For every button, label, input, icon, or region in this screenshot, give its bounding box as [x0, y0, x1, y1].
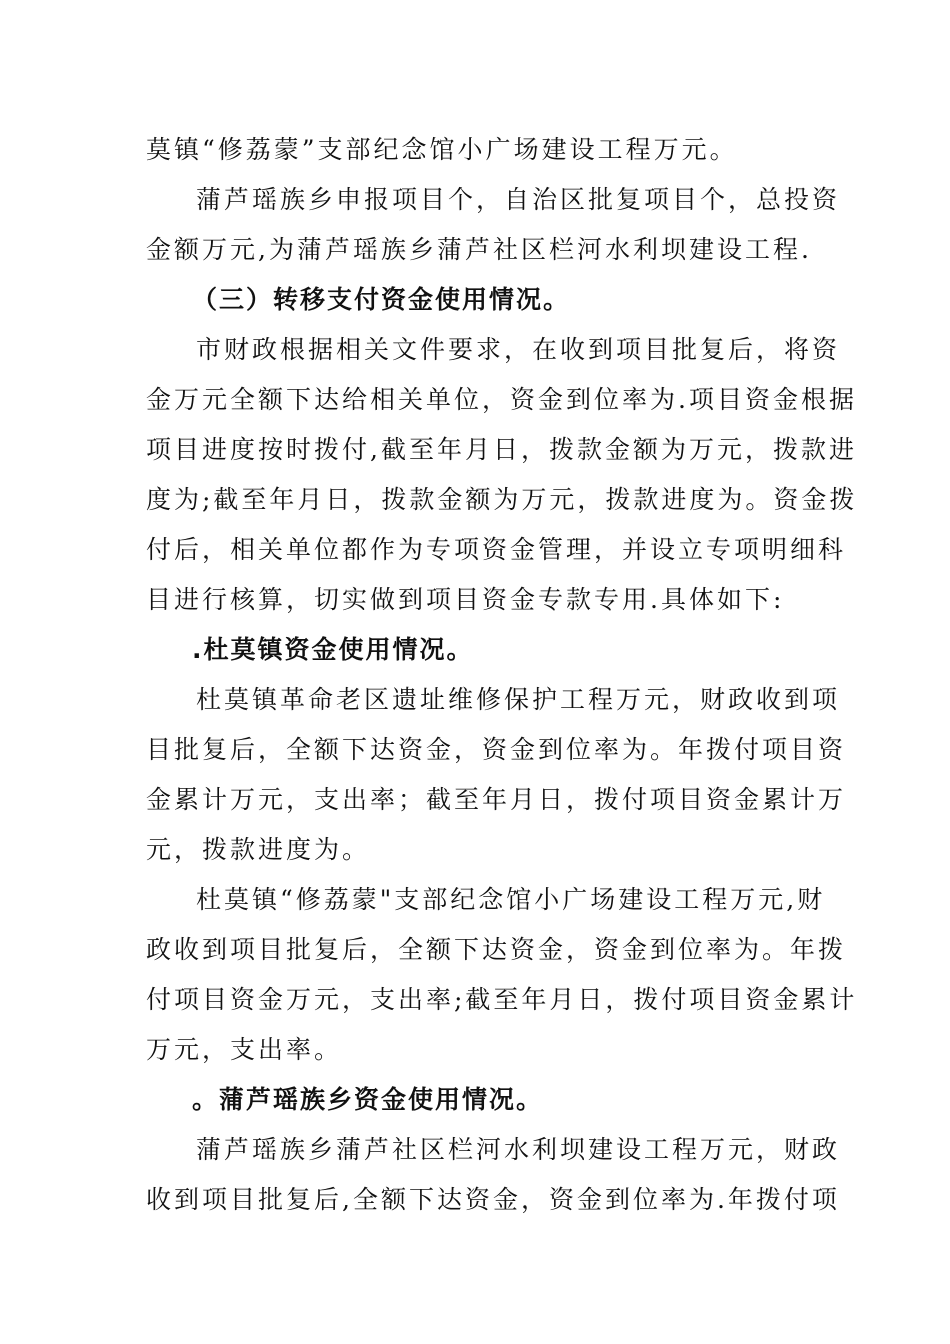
body-text-line: 目批复后，全额下达资金，资金到位率为。年拨付项目资 [146, 735, 847, 764]
subsection-heading: 。蒲芦瑶族乡资金使用情况。 [192, 1085, 544, 1114]
body-text-line: 项目进度按时拨付,截至年月日，拨款金额为万元，拨款进 [146, 435, 857, 464]
body-text-line: 付项目资金万元，支出率;截至年月日，拨付项目资金累计 [146, 985, 858, 1014]
body-text-line: 付后，相关单位都作为专项资金管理，并设立专项明细科 [146, 535, 847, 564]
body-text-line: 蒲芦瑶族乡蒲芦社区栏河水利坝建设工程万元，财政 [196, 1135, 841, 1164]
body-text-line: 元，拨款进度为。 [146, 835, 371, 864]
body-text-line: 度为;截至年月日，拨款金额为万元，拨款进度为。资金拨 [146, 485, 858, 514]
body-text-line: 政收到项目批复后，全额下达资金，资金到位率为。年拨 [146, 935, 847, 964]
body-text-line: 金累计万元，支出率；截至年月日，拨付项目资金累计万 [146, 785, 847, 814]
body-text-line: 杜莫镇革命老区遗址维修保护工程万元，财政收到项 [196, 685, 841, 714]
body-text-line: 金万元全额下达给相关单位，资金到位率为.项目资金根据 [146, 385, 857, 414]
body-text-line: 金额万元,为蒲芦瑶族乡蒲芦社区栏河水利坝建设工程. [146, 235, 812, 264]
section-heading: （三）转移支付资金使用情况。 [192, 285, 571, 314]
body-text-line: 杜莫镇“修荔蒙"支部纪念馆小广场建设工程万元,财 [196, 885, 826, 914]
subsection-heading: .杜莫镇资金使用情况。 [192, 635, 474, 664]
body-text-line: 市财政根据相关文件要求，在收到项目批复后，将资 [196, 335, 841, 364]
body-text-line: 蒲芦瑶族乡申报项目个，自治区批复项目个，总投资 [196, 185, 841, 214]
body-text-line: 目进行核算，切实做到项目资金专款专用.具体如下: [146, 585, 785, 614]
body-text-line: 万元，支出率。 [146, 1035, 343, 1064]
body-text-line: 莫镇“修荔蒙”支部纪念馆小广场建设工程万元。 [146, 135, 738, 164]
body-text-line: 收到项目批复后,全额下达资金，资金到位率为.年拨付项 [146, 1185, 840, 1214]
